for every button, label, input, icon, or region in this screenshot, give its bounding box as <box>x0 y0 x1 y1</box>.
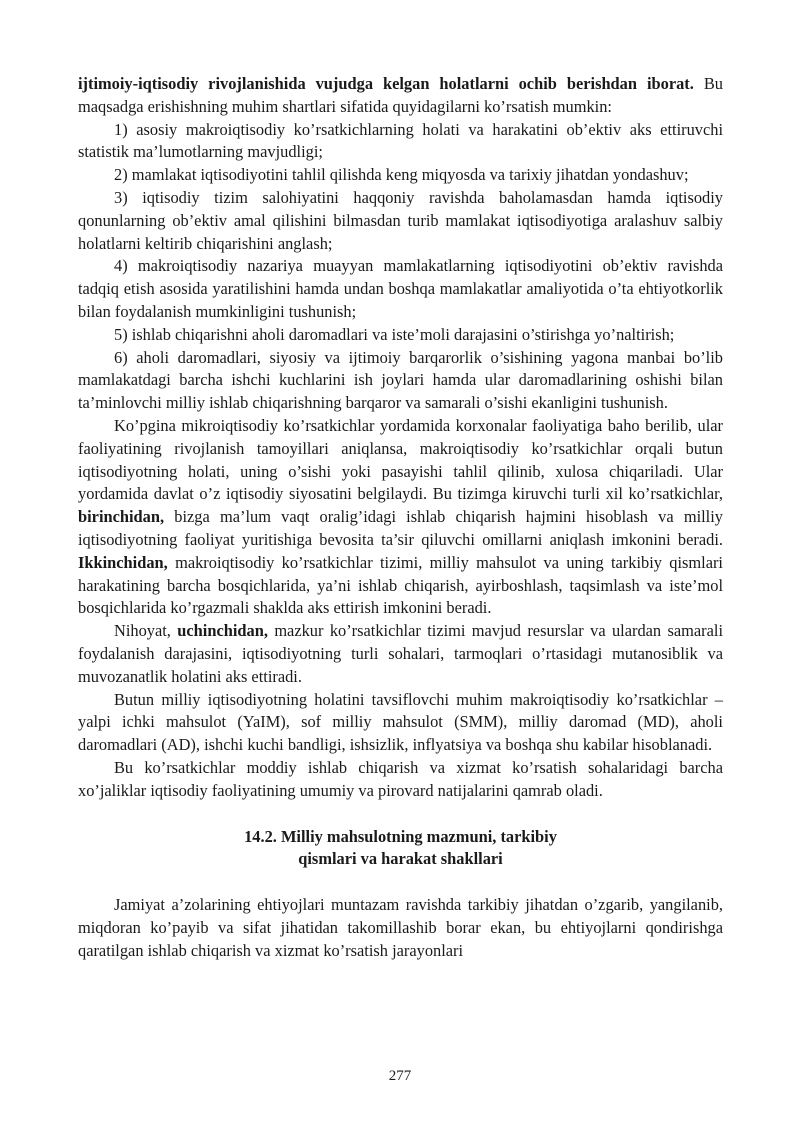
page-number: 277 <box>388 1068 412 1084</box>
list-item-5: 5) ishlab chiqarishni aholi daromadlari va iste’moli darajasini o’stirishga yo’naltirish; <box>114 324 675 344</box>
list-item-3: 3) iqtisodiy tizim salohiyatini haqqoniy ravishda baholamasdan hamda iqtisodiy qonunlarning ob’ektiv amal qilishini bilmasdan turib mamlakat iqtisodiyotiga aralashuv salbiy holatlarni keltirib chiqarishini anglash; <box>78 187 723 253</box>
list-item-6: 6) aholi daromadlari, siyosiy va ijtimoiy barqarorlik o’sishining yagona manbai bo’lib mamlakatdagi barcha ishchi kuchlarini ish joylari hamda ular daromadlarining oshishi bilan ta’minlovchi milliy ishlab chiqarishning barqaror va samarali o’sishi ekanligini tushunish. <box>78 347 723 413</box>
paragraph-indicators-part2: bizga ma’lum vaqt oralig’idagi ishlab chiqarish hajmini hisoblash va milliy iqtisodiyotning faoliyat yuritishiga bevosita ta’sir qiluvchi omillarni aniqlash imkonini beradi. <box>78 507 723 549</box>
list-item-2: 2) mamlakat iqtisodiyotini tahlil qilishda keng miqyosda va tarixiy jihatdan yondashuv; <box>114 165 689 185</box>
bold-birinchidan: birinchidan, <box>78 507 165 527</box>
intro-paragraph <box>78 73 723 119</box>
intro-bold-text: ijtimoiy-iqtisodiy rivojlanishida vujudga kelgan holatlarni ochib berishdan iborat. <box>78 74 694 93</box>
paragraph-indicators-part3: makroiqtisodiy ko’rsatkichlar tizimi, milliy mahsulot va uning tarkibiy qismlari harakatining barcha bosqichlarida, ya’ni ishlab chiqarish, ayirboshlash, taqsimlash va iste’mol bosqichlarida ko’rgazmali shaklda aks ettirish imkonini beradi. <box>78 552 723 618</box>
paragraph-indicators <box>78 415 723 620</box>
intro-text: Bu maqsadga erishishning muhim shartlari sifatida quyidagilarni ko’rsatish mumkin: <box>78 74 723 116</box>
bold-ikkinchidan: Ikkinchidan, <box>78 552 168 572</box>
paragraph-society-needs: Jamiyat a’zolarining ehtiyojlari muntazam ravishda tarkibiy jihatdan o’zgarib, yangilanib, miqdoran ko’payib va sifat jihatidan takomillashib borar ekan, bu ehtiyojlarni qondirishga qaratilgan ishlab chiqarish va xizmat ko’rsatish jarayonlari <box>78 895 723 960</box>
paragraph-key-indicators: Butun milliy iqtisodiyotning holatini tavsiflovchi muhim makroiqtisodiy ko’rsatkichlar – yalpi ichki mahsulot (YaIM), sof milliy mahsulot (SMM), milliy daromad (MD), aholi daromadlari (AD), ishchi kuchi bandligi, ishsizlik, inflyatsiya va boshqa shu kabilar hisoblanadi. <box>78 689 723 755</box>
list-item-1: 1) asosiy makroiqtisodiy ko’rsatkichlarning holati va harakatini ob’ektiv aks ettiruvchi statistik ma’lumotlarning mavjudligi; <box>78 119 723 162</box>
paragraph-indicators-part1: Ko’pgina mikroiqtisodiy ko’rsatkichlar yordamida korxonalar faoliyatiga baho berilib, ular faoliyatining rivojlanish tamoyillari aniqlansa, makroiqtisodiy ko’rsatkichlar orqali butun iqtisodiyotning holati, uning o’sishi yoki pasayishi tahlil qilinib, xulosa chiqariladi. Ular yordamida davlat o’z iqtisodiy siyosatini belgilaydi. Bu tizimga kiruvchi turli xil ko’rsatkichlar, <box>78 415 723 504</box>
paragraph-third <box>78 620 723 688</box>
paragraph-coverage: Bu ko’rsatkichlar moddiy ishlab chiqarish va xizmat ko’rsatish sohalaridagi barcha xo’jaliklar iqtisodiy faoliyatining umumiy va pirovard natijalarini qamrab oladi. <box>78 757 723 800</box>
section-heading <box>78 826 723 872</box>
bold-uchinchidan: uchinchidan, <box>177 621 268 641</box>
section-heading-line2: qismlari va harakat shakllari <box>298 849 503 869</box>
list-item-4: 4) makroiqtisodiy nazariya muayyan mamlakatlarning iqtisodiyotini ob’ektiv ravishda tadqiq etish asosida yaratilishini hamda undan boshqa mamlakatlar amaliyotida o’ta ehtiyotkorlik bilan foydalanish mumkinligini tushunish; <box>78 256 723 321</box>
section-heading-line1: 14.2. Milliy mahsulotning mazmuni, tarkibiy <box>244 826 557 846</box>
page-body <box>78 73 723 962</box>
paragraph-third-part2: mazkur ko’rsatkichlar tizimi mavjud resurslar va ulardan samarali foydalanish darajasini, iqtisodiyotning turli sohalari, tarmoqlari o’rtasidagi mutanosiblik va muvozanatlik holatini aks ettiradi. <box>78 621 723 686</box>
paragraph-third-part1: Nihoyat, <box>114 621 171 641</box>
